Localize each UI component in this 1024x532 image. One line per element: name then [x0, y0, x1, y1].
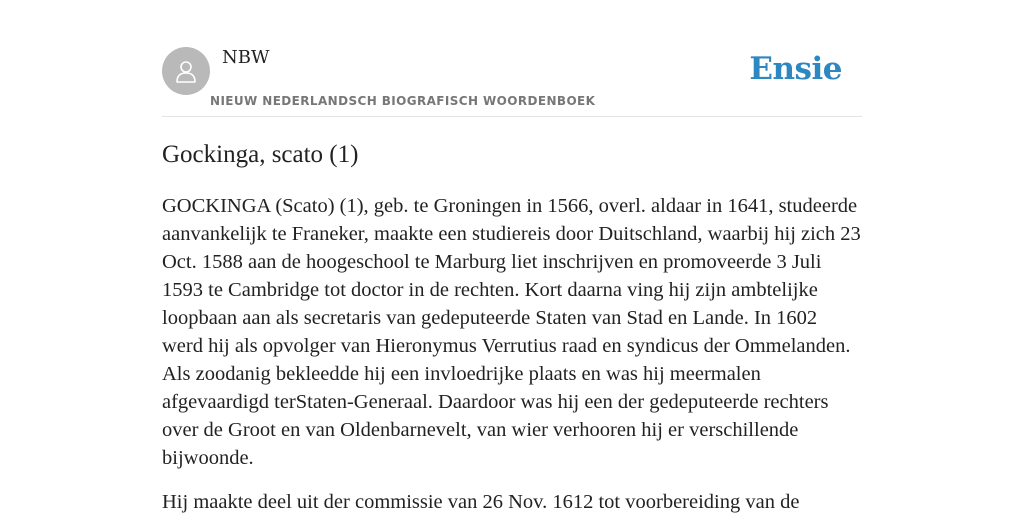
brand-logo[interactable]: Ensie — [749, 51, 842, 87]
user-icon — [172, 57, 200, 85]
article-paragraph: Hij maakte deel uit der commissie van 26 Nov. 1612 tot voorbereiding van de — [162, 491, 800, 513]
article-body — [162, 192, 862, 532]
page — [162, 0, 862, 513]
source-avatar[interactable] — [162, 47, 210, 95]
source-header — [162, 0, 862, 117]
article-paragraph: GOCKINGA (Scato) (1), geb. te Groningen in 1566, overl. aldaar in 1641, studeerde aanvankelijk te Franeker, maakte een studiereis door Duitschland, waarbij hij zich 23 Oct. 1588 aan de hoogeschool te Marburg liet inschrijven en promoveerde 3 Juli 1593 te Cambridge tot doctor in de rechten. Kort daarna ving hij zijn ambtelijke loopbaan aan als secretaris van gedeputeerde Staten van Stad en Lande. In 1602 werd hij als opvolger van Hieronymus Verrutius raad en syndicus der Ommelanden. Als zoodanig bekleedde hij een invloedrijke plaats en was hij meermalen afgevaardigd terStaten-Generaal. Daardoor was hij een der gedeputeerde rechters over de Groot en van Oldenbarnevelt, van wier verhooren hij er verschillende bijwoonde. — [162, 195, 861, 469]
article-title: Gockinga, scato (1) — [162, 141, 359, 168]
source-subtitle: NIEUW NEDERLANDSCH BIOGRAFISCH WOORDENBOEK — [210, 94, 596, 108]
source-name[interactable]: NBW — [222, 47, 270, 68]
